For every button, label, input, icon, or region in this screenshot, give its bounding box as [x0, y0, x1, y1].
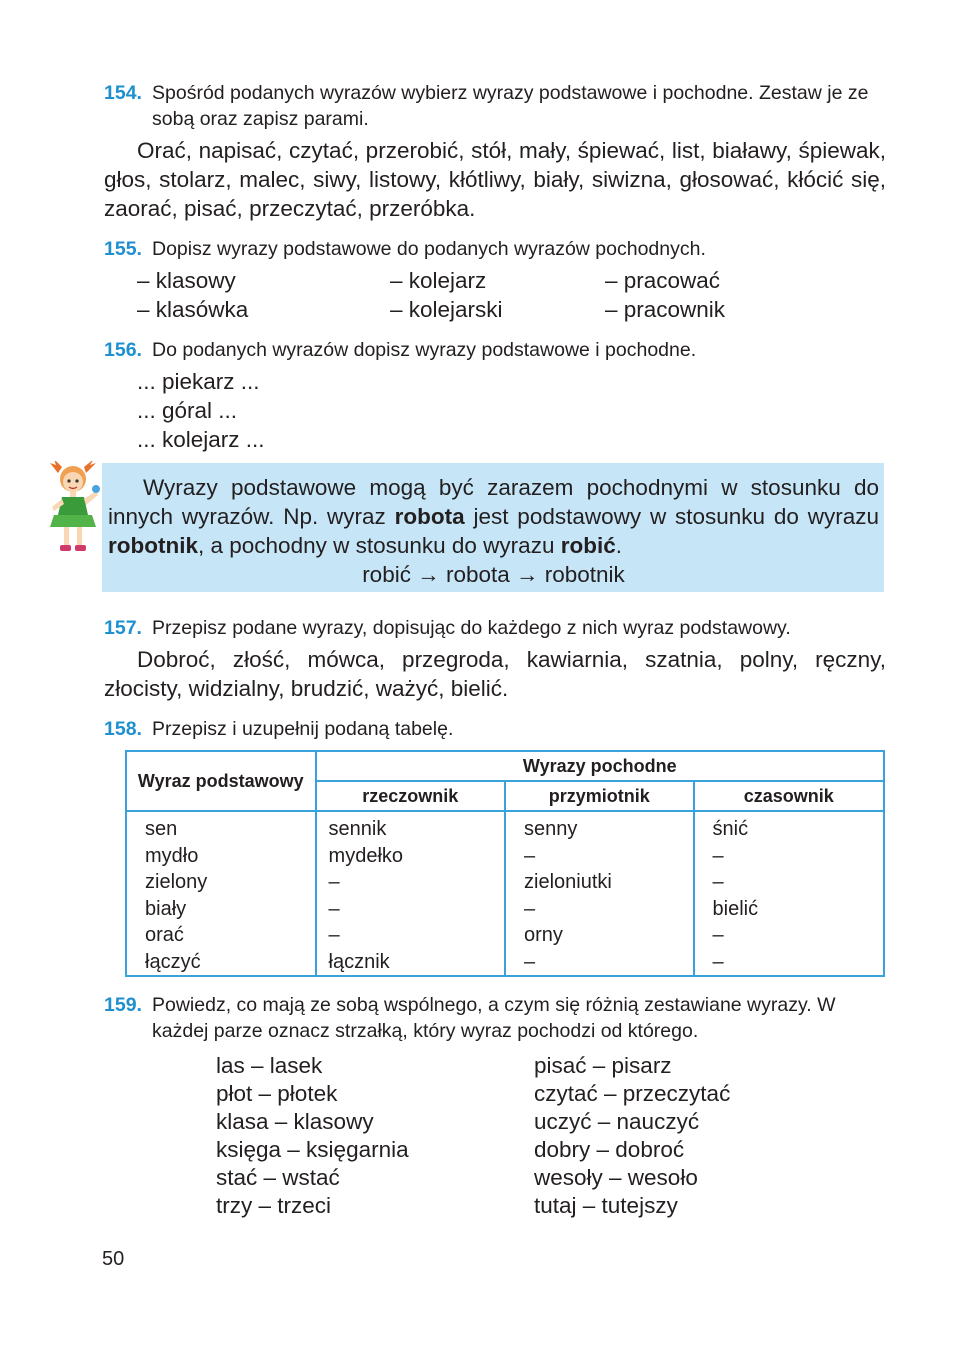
- exercise-155: [104, 236, 886, 324]
- exercise-number: 159.: [104, 994, 142, 1016]
- word-pair: tutaj – tutejszy: [534, 1193, 678, 1218]
- word-pair: wesoły – wesoło: [534, 1165, 698, 1190]
- column-noun: [316, 811, 505, 976]
- exercise-157: [104, 615, 886, 703]
- table-cell: –: [328, 871, 340, 893]
- exercise-156-instruction: 156. Do podanych wyrazów dopisz wyrazy podstawowe i pochodne.: [104, 339, 697, 361]
- word-item: – kolejarz: [390, 268, 487, 293]
- table-cell: zieloniutki: [524, 871, 612, 893]
- word-pair: las – lasek: [216, 1053, 323, 1078]
- exercise-number: 158.: [104, 718, 142, 740]
- word-column: [605, 266, 725, 324]
- header-adjective: przymiotnik: [505, 781, 694, 811]
- page-number: 50: [102, 1248, 125, 1270]
- word-pair: czytać – przeczytać: [534, 1081, 731, 1106]
- exercise-156-words: [104, 367, 886, 454]
- table-cell: biały: [145, 897, 187, 920]
- exercise-number: 157.: [104, 617, 142, 639]
- word-item: – klasówka: [137, 297, 249, 322]
- exercise-156: [104, 337, 886, 454]
- exercise-number: 155.: [104, 238, 142, 260]
- word-item: – kolejarski: [390, 297, 503, 322]
- exercise-154: [104, 80, 886, 223]
- word-pair: płot – płotek: [216, 1081, 338, 1106]
- table-cell: mydełko: [328, 844, 404, 867]
- word-column: [137, 266, 248, 324]
- header-noun: rzeczownik: [316, 781, 505, 811]
- word-pair: dobry – dobroć: [534, 1137, 685, 1162]
- example-word: robić: [560, 533, 616, 558]
- table-cell: sen: [145, 818, 178, 840]
- exercise-number: 156.: [104, 339, 142, 361]
- pairs-left-column: [216, 1052, 409, 1220]
- exercise-158: [104, 716, 886, 742]
- exercise-159-instruction: 159. Powiedz, co mają ze sobą wspólnego, a czym się różnią zestawiane wyrazy. W każdej parze oznacz strzałką, który wyraz pochodzi od którego.: [104, 994, 836, 1042]
- table-cell: –: [524, 844, 536, 867]
- header-base-word: Wyraz podstawowy: [126, 751, 316, 811]
- table-cell: łącznik: [328, 950, 390, 973]
- word-line: ... piekarz ...: [137, 369, 260, 394]
- exercise-158-instruction: 158. Przepisz i uzupełnij podaną tabelę.: [104, 718, 454, 740]
- table-cell: zielony: [145, 871, 208, 893]
- pairs-right-column: [534, 1052, 730, 1220]
- word-item: – pracownik: [605, 297, 726, 322]
- table-cell: –: [712, 871, 724, 893]
- example-word: robotnik: [108, 533, 198, 558]
- table-cell: –: [712, 844, 724, 867]
- word-pair: trzy – trzeci: [216, 1193, 332, 1218]
- word-pair: klasa – klasowy: [216, 1109, 374, 1134]
- word-column: [390, 266, 503, 324]
- word-pair: księga – księgarnia: [216, 1137, 409, 1162]
- word-line: ... góral ...: [137, 398, 238, 423]
- table-cell: –: [328, 924, 340, 946]
- table-cell: –: [524, 897, 536, 920]
- derivation-chain: robić → robota → robotnik: [362, 562, 625, 587]
- word-pair: pisać – pisarz: [534, 1053, 672, 1078]
- word-pair: uczyć – nauczyć: [534, 1109, 700, 1134]
- exercise-157-instruction: 157. Przepisz podane wyrazy, dopisując do każdego z nich wyraz podstawowy.: [104, 617, 791, 639]
- exercise-154-words: Orać, napisać, czytać, przerobić, stół, mały, śpiewać, list, białawy, śpiewak, głos, stolarz, malec, siwy, listowy, kłótliwy, biały, siwizna, głosować, kłócić się, zaorać, pisać, przeczytać, przeróbka.: [104, 138, 886, 221]
- exercise-number: 154.: [104, 82, 142, 104]
- example-word: robota: [394, 504, 465, 529]
- table-cell: –: [328, 897, 340, 920]
- word-table: [125, 750, 885, 977]
- word-item: – klasowy: [137, 268, 236, 293]
- column-adjective: [505, 811, 694, 976]
- table-cell: orać: [145, 924, 184, 946]
- table-cell: sennik: [328, 818, 387, 840]
- table-cell: senny: [524, 818, 578, 840]
- exercise-159: [104, 992, 886, 1222]
- table-cell: –: [712, 924, 724, 946]
- exercise-155-words: [104, 266, 886, 324]
- column-verb: [694, 811, 884, 976]
- exercise-155-instruction: 155. Dopisz wyrazy podstawowe do podanych wyrazów pochodnych.: [104, 238, 706, 260]
- table-cell: –: [524, 950, 536, 973]
- exercise-154-instruction: 154. Spośród podanych wyrazów wybierz wyrazy podstawowe i pochodne. Zestaw je ze sobą oraz zapisz parami.: [104, 82, 869, 130]
- word-pair: stać – wstać: [216, 1165, 340, 1190]
- header-derived-words: Wyrazy pochodne: [316, 751, 884, 781]
- table-cell: orny: [524, 924, 563, 946]
- table-cell: –: [712, 950, 724, 973]
- word-item: – pracować: [605, 268, 721, 293]
- rule-text: Wyrazy podstawowe mogą być zarazem pochodnymi w stosunku do innych wyrazów. Np. wyraz robota jest podstawowy w stosunku do wyrazu robotnik, a pochodny w stosunku do wyrazu robić.: [108, 475, 880, 558]
- table-cell: łączyć: [145, 950, 201, 973]
- girl-illustration-icon: [44, 461, 102, 557]
- exercise-159-pairs: [104, 1052, 886, 1222]
- exercise-157-words: Dobroć, złość, mówca, przegroda, kawiarnia, szatnia, polny, ręczny, złocisty, widzialny, brudzić, ważyć, bielić.: [104, 647, 886, 701]
- column-base: [126, 811, 316, 976]
- rule-box: [102, 463, 884, 592]
- table-cell: bielić: [712, 897, 759, 920]
- table-cell: mydło: [145, 844, 199, 867]
- header-verb: czasownik: [694, 781, 884, 811]
- table-cell: śnić: [712, 818, 749, 840]
- word-line: ... kolejarz ...: [137, 427, 265, 452]
